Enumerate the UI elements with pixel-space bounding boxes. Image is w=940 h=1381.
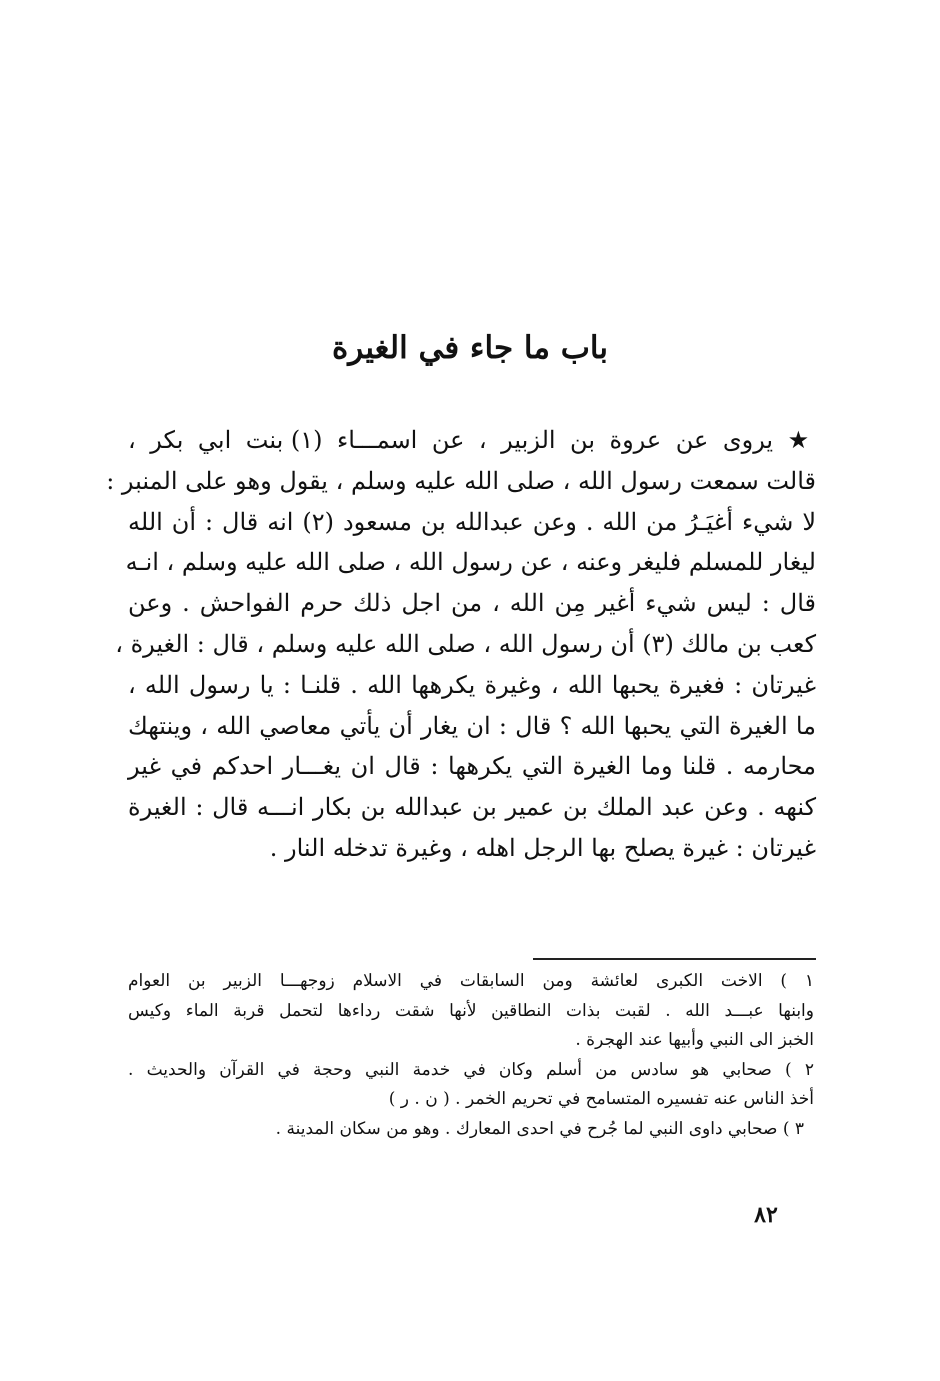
body-line: قالت سمعت رسول الله ، صلى الله عليه وسلم ، يقول وهو على المنبر :	[106, 466, 816, 495]
footnote-line: أخذ الناس عنه تفسيره المتسامح في تحريم الخمر . ( ن . ر )	[388, 1089, 814, 1109]
footnote-line: ٣ ) صحابي داوى النبي لما جُرح في احدى المعارك . وهو من سكان المدينة .	[275, 1118, 804, 1139]
body-line: غيرتان : غيرة يصلح بها الرجل اهله ، وغيرة تدخله النار .	[269, 833, 816, 862]
body-line: ★ يروى عن عروة بن الزبير ، عن اسمـــاء (١) بنت ابي بكر ،	[128, 426, 816, 454]
body-line: لا شيء أغيَـرُ من الله . وعن عبدالله بن مسعود (٢) انه قال : أن الله	[128, 507, 817, 536]
body-text	[106, 420, 817, 869]
body-line: كعب بن مالك (٣) أن رسول الله ، صلى الله عليه وسلم ، قال : الغيرة ،	[115, 629, 816, 658]
body-line: ما الغيرة التي يحبها الله ؟ قال : ان يغار أن يأتي معاصي الله ، وينتهك	[128, 711, 816, 740]
body-line: كنهه . وعن عبد الملك بن عمير بن عبدالله بن بكار انـــه قال : الغيرة	[128, 793, 816, 822]
footnote-line: وابنها عبـــد الله . لقبت بذات النطاقين لأنها شقت رداءها لتحمل قربة الماء وكيس	[128, 1000, 814, 1021]
body-line: محارمه . قلنا وما الغيرة التي يكرهها : قال ان يغـــار احدكم في غير	[128, 752, 816, 781]
page-number: ٨٢	[754, 1202, 778, 1228]
body-line: غيرتان : فغيرة يحبها الله ، وغيرة يكرهها الله . قلنـا : يا رسول الله ،	[128, 670, 817, 699]
body-line: ليغار للمسلم فليغر وعنه ، عن رسول الله ، صلى الله عليه وسلم ، انـه	[125, 548, 816, 577]
chapter-title: باب ما جاء في الغيرة	[331, 330, 609, 366]
footnotes	[128, 967, 814, 1144]
footnote-line: ١ ) الاخت الكبرى لعائشة ومن السابقات في الاسلام زوجهـــا الزبير بن العوام	[128, 971, 814, 991]
body-line: قال : ليس شيء أغير مِن الله ، من اجل ذلك حرم الفواحش . وعن	[128, 589, 816, 618]
footnote-divider	[533, 958, 816, 960]
footnote-line: ٢ ) صحابي هو سادس من أسلم وكان في خدمة النبي وحجة في القرآن والحديث .	[128, 1059, 814, 1080]
footnote-line: الخبز الى النبي وأبيها عند الهجرة .	[575, 1030, 814, 1050]
